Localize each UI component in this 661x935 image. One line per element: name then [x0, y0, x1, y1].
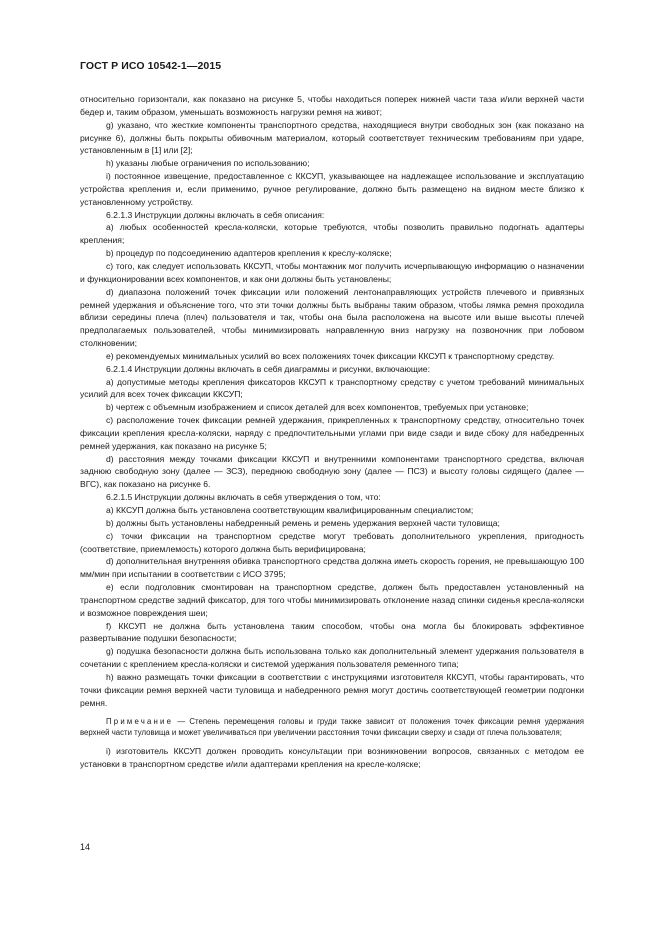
list-item-d: d) диапазона положений точек фиксации или положений лентонаправляющих устройств плечевого и привязных ремней удержания и объяснение того, что эти точки должны быть выбраны таким образом, чтобы лямка ремня проходила вблизи середины плеча (плеч) пользователя и так, чтобы она была расположена на высоте или выше высоты плечей предполагаемых пользователей, чтобы минимизировать направленную вниз нагрузку на позвоночник при лобовом столкновении;: [80, 286, 584, 349]
page-number: 14: [80, 842, 91, 852]
list-item-c: c) точки фиксации на транспортном средстве могут требовать дополнительного укрепления, пригодность (соответствие, приемлемость) которого должна быть верифицирована;: [80, 530, 584, 554]
clause-6-2-1-3: 6.2.1.3 Инструкции должны включать в себя описания:: [106, 209, 325, 220]
list-item-d: d) дополнительная внутренняя обивка транспортного средства должна иметь скорость горения, не превышающую 100 мм/мин при испытании в соответствии с ИСО 3795;: [80, 556, 584, 580]
list-item-b: b) должны быть установлены набедренный ремень и ремень удержания верхней части туловища;: [106, 517, 500, 528]
list-item-h: h) важно размещать точки фиксации в соответствии с инструкциями изготовителя ККСУП, чтобы гарантировать, что точки фиксации ремня верхней части туловища и набедренного ремня могут достичь соответствующей геометрии подгонки ремня.: [80, 671, 584, 708]
list-item-d: d) расстояния между точками фиксации ККСУП и внутренними компонентами транспортного средства, включая заднюю свободную зону (далее — ЗСЗ), переднюю свободную зону (далее — ПСЗ) и высоту головы сидящего (далее — ВГС), как показано на рисунке 6.: [80, 453, 584, 490]
note: [80, 716, 584, 739]
list-item-h: h) указаны любые ограничения по использованию;: [106, 158, 310, 169]
list-item-c: c) того, как следует использовать ККСУП, чтобы монтажник мог получить исчерпывающую информацию о назначении и функционировании всех компонентов, и как они должны быть установлены;: [80, 260, 584, 284]
list-item-f: f) ККСУП не должна быть установлена таким способом, чтобы она могла бы блокировать эффективное развертывание подушки безопасности;: [80, 620, 584, 644]
clause-6-2-1-4: 6.2.1.4 Инструкции должны включать в себя диаграммы и рисунки, включающие:: [106, 363, 430, 374]
list-item-e: e) если подголовник смонтирован на транспортном средстве, должен быть предоставлен установленный на транспортном средстве задний фиксатор, для того чтобы минимизировать отклонение назад спинки сиденья кресла-коляски и возможное повреждения шеи;: [80, 582, 584, 618]
list-item-b: b) процедур по подсоединению адаптеров крепления к креслу-коляске;: [106, 248, 392, 259]
document-header: ГОСТ Р ИСО 10542-1—2015: [80, 60, 222, 72]
note-label: Примечание: [106, 716, 174, 726]
note-text: — Степень перемещения головы и груди также зависит от положения точек фиксации ремня удержания верхней части туловища и может увеличиваться при увеличении расстояния точки фиксации сверху и сзади от плеча пользователя;: [80, 716, 584, 738]
list-item-g: g) указано, что жесткие компоненты транспортного средства, находящиеся внутри свободных зон (как показано на рисунке 6), должны быть покрыты обивочным материалом, который соответствует техническим требованиям при ударе, установленным в [1] или [2];: [80, 119, 584, 156]
list-item-b: b) чертеж с объемным изображением и список деталей для всех компонентов, требуемых при установке;: [106, 402, 529, 413]
list-item-e: e) рекомендуемых минимальных усилий во всех положениях точек фиксации ККСУП к транспортному средству.: [106, 350, 555, 361]
paragraph-continuation: относительно горизонтали, как показано на рисунке 5, чтобы находиться поперек нижней части таза и/или верхней части бедер и, таким образом, уменьшать возможность нагрузки ремня на живот;: [80, 94, 584, 117]
document-body: [80, 93, 584, 770]
list-item-a: a) допустимые методы крепления фиксаторов ККСУП к транспортному средству с учетом требований минимальных усилий для всех точек фиксации ККСУП;: [80, 376, 584, 400]
list-item-a: a) ККСУП должна быть установлена соответствующим квалифицированным специалистом;: [106, 505, 474, 515]
list-item-a: a) любых особенностей кресла-коляски, которые требуются, чтобы позволить правильно подогнать адаптеры крепления;: [80, 222, 584, 246]
list-item-i: i) изготовитель ККСУП должен проводить консультации при возникновении вопросов, связанных с методом ее установки в транспортном средстве и/или адаптерами крепления на кресле-коляске;: [80, 745, 584, 769]
clause-6-2-1-5: 6.2.1.5 Инструкции должны включать в себя утверждения о том, что:: [106, 492, 381, 503]
list-item-i: i) постоянное извещение, предоставленное с ККСУП, указывающее на надлежащее использование и эксплуатацию устройства крепления и, если применимо, ручное регулирование, должно быть размещено на видном месте близко к установленному устройству.: [80, 171, 584, 207]
list-item-c: c) расположение точек фиксации ремней удержания, прикрепленных к транспортному средству, относительно точек фиксации крепления кресла-коляски, наряду с предпочтительными углами при виде сзади и виде сбоку для набедренных ремней удержания, как показано на рисунке 5;: [80, 415, 584, 451]
list-item-g: g) подушка безопасности должна быть использована только как дополнительный элемент удержания пользователя в сочетании с креплением кресла-коляски и системой удержания пользователя ременного типа;: [80, 646, 584, 670]
